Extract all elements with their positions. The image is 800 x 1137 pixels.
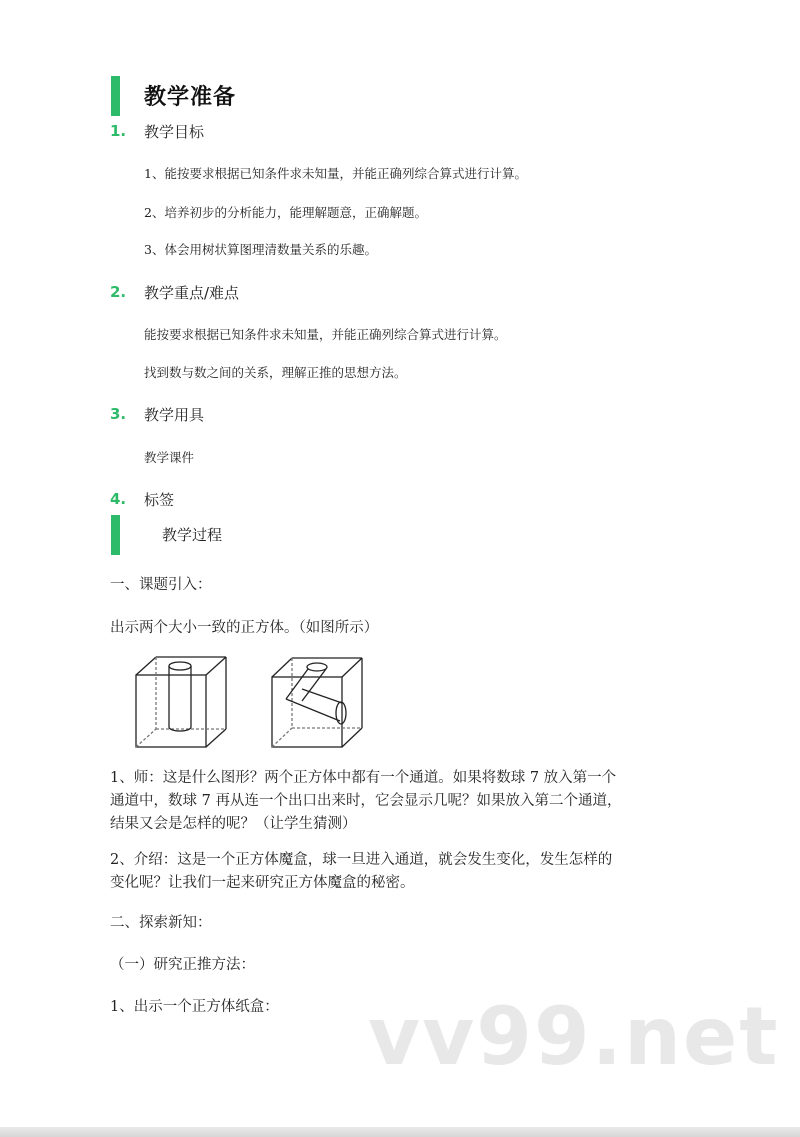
section-number: 4.: [110, 490, 127, 508]
cube-right: [272, 658, 362, 747]
heading-accent-bar: [111, 76, 120, 116]
watermark: vv99.net: [368, 990, 780, 1083]
section-title: 教学目标: [144, 123, 205, 141]
paragraph-line: 结果又会是怎样的呢？（让学生猜测）: [110, 816, 357, 832]
page-bottom-edge: [0, 1127, 800, 1137]
step-1-text: 1、出示一个正方体纸盒：: [110, 999, 279, 1015]
section-number: 2.: [110, 283, 127, 301]
list-item: 2、培养初步的分析能力，能理解题意，正确解题。: [144, 205, 427, 220]
explore-heading: 二、探索新知：: [110, 915, 212, 931]
list-item: 3、体会用树状算图理清数量关系的乐趣。: [144, 242, 377, 257]
section-number: 3.: [110, 405, 127, 423]
list-item: 能按要求根据已知条件求未知量，并能正确列综合算式进行计算。: [144, 327, 507, 342]
section-number: 1.: [110, 122, 127, 140]
paragraph-2: [110, 849, 690, 895]
paragraph-line: 通道中，数球 7 再从连一个出口出来时，它会显示几呢？如果放入第二个通道，: [110, 793, 622, 809]
intro-heading: 一、课题引入：: [110, 577, 212, 593]
section-title: 教学用具: [144, 406, 205, 424]
section-title: 教学重点/难点: [144, 284, 240, 302]
paragraph-line: 变化呢？让我们一起来研究正方体魔盒的秘密。: [110, 875, 415, 891]
list-item: 1、能按要求根据已知条件求未知量，并能正确列综合算式进行计算。: [144, 166, 527, 181]
page-title: 教学准备: [144, 85, 237, 110]
paragraph-1: [110, 767, 690, 836]
paragraph-line: 2、介绍：这是一个正方体魔盒，球一旦进入通道，就会发生变化，发生怎样的: [110, 852, 613, 868]
sub-heading-1: （一）研究正推方法：: [110, 957, 255, 973]
list-item: 教学课件: [144, 450, 195, 465]
process-title: 教学过程: [162, 526, 223, 544]
paragraph-line: 1、师：这是什么图形？两个正方体中都有一个通道。如果将数球 7 放入第一个: [110, 770, 617, 786]
list-item: 找到数与数之间的关系，理解正推的思想方法。: [144, 365, 407, 380]
cube-left: [136, 657, 226, 747]
process-accent-bar: [111, 515, 120, 555]
show-cubes-text: 出示两个大小一致的正方体。（如图所示）: [110, 620, 379, 636]
two-cubes-figure: [134, 655, 374, 755]
section-title: 标签: [144, 491, 175, 509]
